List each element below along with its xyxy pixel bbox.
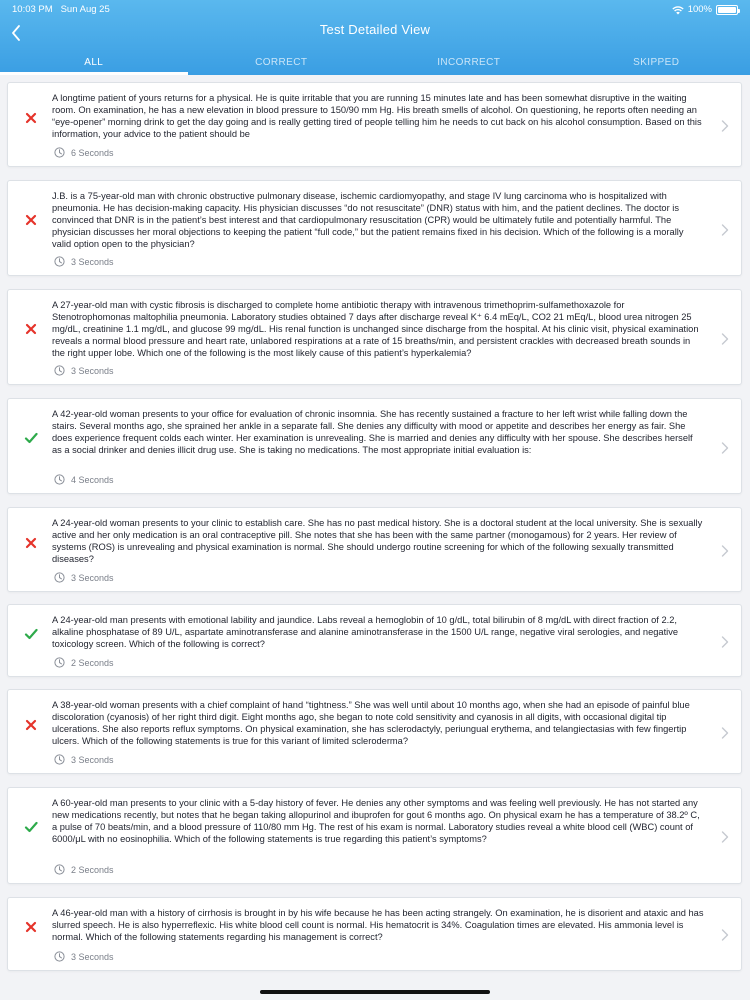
time-label: 4 Seconds (71, 474, 114, 485)
incorrect-icon (24, 322, 38, 336)
clock-icon (54, 256, 65, 267)
time-label: 3 Seconds (71, 256, 114, 267)
question-card[interactable] (7, 507, 742, 592)
question-text: A 60-year-old man presents to your clinic with a 5-day history of fever. He denies any other symptoms and was feeling well previously. He has not started any new medications recently, but notes that he began taking allopurinol and ibuprofen for gout 6 months ago. On physical exam he has a temperature of 38.2º C, a pulse of 70 beats/min, and a blood pressure of 110/80 mm Hg. The rest of his exam is normal. Laboratory studies reveal a white blood cell (WBC) count of 6000/μL with no eosinophilia. Which of the following statements is true regarding this patient’s symptoms? (52, 798, 700, 845)
battery-icon (716, 5, 738, 15)
status-time-date (12, 4, 110, 15)
time-label: 3 Seconds (71, 572, 114, 583)
wifi-icon (672, 5, 684, 15)
question-card[interactable] (7, 82, 742, 167)
question-card[interactable] (7, 398, 742, 494)
question-card[interactable] (7, 897, 742, 971)
clock-icon (54, 657, 65, 668)
clock-icon (54, 951, 65, 962)
clock-icon (54, 474, 65, 485)
time-spent (54, 754, 114, 765)
question-text: J.B. is a 75-year-old man with chronic obstructive pulmonary disease, ischemic cardiomyopathy, and stage IV lung carcinoma who is hospitalized with pneumonia. He has decision-making capacity. His physician discusses “do not resuscitate” (DNR) status with him, and the patient declines. The doctor is convinced that DNR is in the patient’s best interest and that cardiopulmonary resuscitation (CPR) would be ultimately futile and potentially harmful. The physician discusses her moral objections to keeping the patient “full code,” but the patient remains fixed in his decision. Which of the following is a morally valid option open to the physician? (52, 191, 684, 250)
time-label: 6 Seconds (71, 147, 114, 158)
clock-icon (54, 365, 65, 376)
app-header (0, 0, 750, 75)
chevron-right-icon (721, 544, 729, 556)
clock-icon (54, 754, 65, 765)
time-spent (54, 572, 114, 583)
tab-correct[interactable]: CORRECT (255, 57, 308, 68)
question-card[interactable] (7, 689, 742, 774)
tab-incorrect[interactable]: INCORRECT (437, 57, 501, 68)
time-spent (54, 365, 114, 376)
incorrect-icon (24, 920, 38, 934)
status-bar (0, 0, 750, 18)
chevron-right-icon (721, 830, 729, 842)
chevron-right-icon (721, 635, 729, 647)
filter-tabs (0, 52, 750, 75)
correct-icon (24, 431, 38, 445)
chevron-right-icon (721, 441, 729, 453)
chevron-right-icon (721, 119, 729, 131)
status-indicators (672, 4, 738, 15)
question-text: A 38-year-old woman presents with a chief complaint of hand “tightness.” She was well until about 10 months ago, when she had an episode of painful blue discoloration (cyanosis) of her right third digit. Eight months ago, she began to note cold sensitivity and cyanosis in all digits, with occasional digital tip ulcerations. She also reports reflux symptoms. On physical examination, she has sclerodactyly, periungual erythema, and telangiectasias with few fingertip ulcers. Which of the following statements is true for this variant of limited scleroderma? (52, 700, 690, 747)
question-card[interactable] (7, 604, 742, 677)
clock-icon (54, 572, 65, 583)
question-card[interactable] (7, 180, 742, 276)
incorrect-icon (24, 536, 38, 550)
question-text: A longtime patient of yours returns for a physical. He is quite irritable that you are running 15 minutes late and has been somewhat disruptive in the waiting room. On examination, he has a new elevation in blood pressure to 150/90 mm Hg. His breath smells of alcohol. On questioning, he reports often needing an “eye-opener” morning drink to get the day going and is really getting tired of people telling him he needs to cut back on his alcohol consumption. Based on this information, your advice to the patient should be (52, 93, 702, 140)
battery-fill (718, 7, 736, 13)
correct-icon (24, 627, 38, 641)
chevron-right-icon (721, 726, 729, 738)
incorrect-icon (24, 213, 38, 227)
page-title: Test Detailed View (319, 22, 431, 37)
incorrect-icon (24, 111, 38, 125)
question-text: A 27-year-old man with cystic fibrosis is discharged to complete home antibiotic therapy with intravenous trimethoprim-sulfamethoxazole for Stenotrophomonas maltophilia pneumonia. Laboratory studies obtained 7 days after discharge reveal K⁺ 6.4 mEq/L, CO2 21 mEq/L, blood urea nitrogen 25 mg/dL, creatinine 1.1 mg/dL, and glucose 99 mg/dL. His renal function is unchanged since discharge from the hospital. At his clinic visit, physical examination reveals a normal blood pressure and heart rate, unlabored respirations at a rate of 15 breaths/min, and persistent crackles with decreased breath sounds in the right upper lobe. Which one of the following is the most likely cause of this patient’s hyperkalemia? (52, 300, 699, 359)
status-time: 10:03 PM (12, 4, 53, 15)
clock-icon (54, 864, 65, 875)
chevron-right-icon (721, 928, 729, 940)
chevron-right-icon (721, 223, 729, 235)
time-spent (54, 951, 114, 962)
question-card[interactable] (7, 289, 742, 385)
time-label: 3 Seconds (71, 951, 114, 962)
clock-icon (54, 147, 65, 158)
time-label: 3 Seconds (71, 365, 114, 376)
home-indicator (260, 990, 490, 994)
correct-icon (24, 820, 38, 834)
time-spent (54, 657, 114, 668)
question-text: A 24-year-old man presents with emotional lability and jaundice. Labs reveal a hemoglobin of 10 g/dL, total bilirubin of 8 mg/dL with direct fraction of 2.2, alkaline phosphatase of 89 U/L, aspartate aminotransferase and alanine aminotransferase in the 1500 U/L range, negative viral serologies, and negative toxicology screen. Which of the following is correct? (52, 615, 679, 650)
question-card[interactable] (7, 787, 742, 884)
time-spent (54, 864, 114, 875)
time-label: 3 Seconds (71, 754, 114, 765)
time-label: 2 Seconds (71, 657, 114, 668)
chevron-right-icon (721, 332, 729, 344)
question-text: A 42-year-old woman presents to your office for evaluation of chronic insomnia. She has recently sustained a fracture to her left wrist while falling down the stairs. Several months ago, she sprained her ankle in a separate fall. She denies any difficulty with mood or appetite and describes her energy as fair. She does experience frequent colds each winter. Her examination is unrevealing. She is married and denies any difficulty with her spouse. She describes herself as a social drinker and denies illicit drug use. She is taking no medications. The most appropriate initial evaluation is: (52, 409, 693, 456)
incorrect-icon (24, 718, 38, 732)
battery-percent: 100% (687, 4, 712, 15)
time-spent (54, 147, 114, 158)
time-spent (54, 474, 114, 485)
tab-all[interactable]: ALL (0, 52, 188, 75)
time-spent (54, 256, 114, 267)
status-date: Sun Aug 25 (60, 4, 110, 15)
question-text: A 24-year-old woman presents to your clinic to establish care. She has no past medical history. She is a doctoral student at the local university. She is sexually active and her only medication is an oral contraceptive pill. She notes that she has been with the same partner (monogamous) for 2 years. Her review of systems (ROS) is unrevealing and physical examination is normal. She should undergo routine screening for which of the following sexually transmitted diseases? (52, 518, 703, 565)
time-label: 2 Seconds (71, 864, 114, 875)
tab-skipped[interactable]: SKIPPED (633, 57, 680, 68)
question-text: A 46-year-old man with a history of cirrhosis is brought in by his wife because he has been acting strangely. On examination, he is disorient and ataxic and has slurred speech. He is also hyperreflexic. His white blood cell count is normal. His hematocrit is 34%. Coagulation times are elevated. His ammonia level is normal. Which of the following statements regarding his management is correct? (52, 908, 704, 943)
